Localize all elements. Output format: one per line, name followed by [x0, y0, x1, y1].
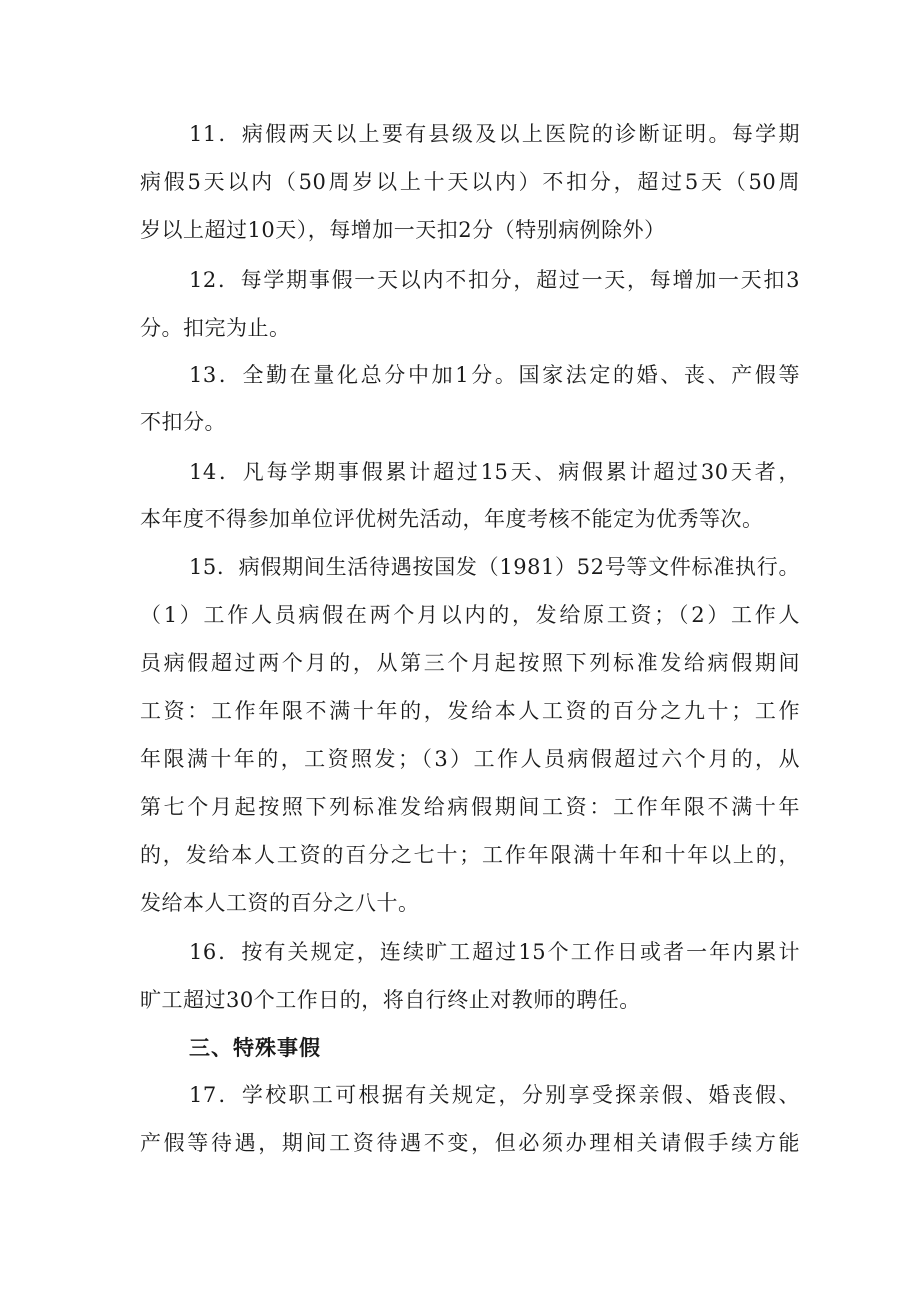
paragraph-15-line-4: 工资：工作年限不满十年的，发给本人工资的百分之九十；工作 [140, 699, 800, 723]
paragraph-13-line-2: 不扣分。 [140, 410, 226, 434]
paragraph-15-line-7: 的，发给本人工资的百分之七十；工作年限满十年和十年以上的， [140, 843, 800, 867]
paragraph-11-line-3: 岁以上超过10天），每增加一天扣2分（特别病例除外） [140, 218, 666, 242]
paragraph-12-line-2: 分。扣完为止。 [140, 316, 291, 340]
paragraph-11-line-1: 11．病假两天以上要有县级及以上医院的诊断证明。每学期 [189, 122, 800, 146]
paragraph-13-line-1: 13．全勤在量化总分中加1分。国家法定的婚、丧、产假等 [189, 363, 800, 387]
paragraph-12-line-1: 12．每学期事假一天以内不扣分，超过一天，每增加一天扣3 [189, 268, 800, 292]
paragraph-17-line-2: 产假等待遇，期间工资待遇不变，但必须办理相关请假手续方能 [140, 1131, 800, 1155]
paragraph-15-line-8: 发给本人工资的百分之八十。 [140, 891, 420, 915]
paragraph-16-line-2: 旷工超过30个工作日的，将自行终止对教师的聘任。 [140, 988, 641, 1012]
section-heading: 三、特殊事假 [189, 1036, 321, 1060]
paragraph-17-line-1: 17．学校职工可根据有关规定，分别享受探亲假、婚丧假、 [189, 1083, 800, 1107]
paragraph-15-line-3: 员病假超过两个月的，从第三个月起按照下列标准发给病假期间 [140, 651, 800, 675]
paragraph-15-line-1: 15．病假期间生活待遇按国发（1981）52号等文件标准执行。 [189, 555, 800, 579]
paragraph-14-line-1: 14．凡每学期事假累计超过15天、病假累计超过30天者， [189, 460, 800, 484]
paragraph-15-line-2: （1）工作人员病假在两个月以内的，发给原工资；（2）工作人 [140, 603, 800, 627]
paragraph-11-line-2: 病假5天以内（50周岁以上十天以内）不扣分，超过5天（50周 [140, 170, 800, 194]
paragraph-14-line-2: 本年度不得参加单位评优树先活动，年度考核不能定为优秀等次。 [140, 507, 764, 531]
paragraph-16-line-1: 16．按有关规定，连续旷工超过15个工作日或者一年内累计 [189, 940, 800, 964]
paragraph-15-line-5: 年限满十年的，工资照发；（3）工作人员病假超过六个月的，从 [140, 747, 800, 771]
paragraph-15-line-6: 第七个月起按照下列标准发给病假期间工资：工作年限不满十年 [140, 795, 800, 819]
